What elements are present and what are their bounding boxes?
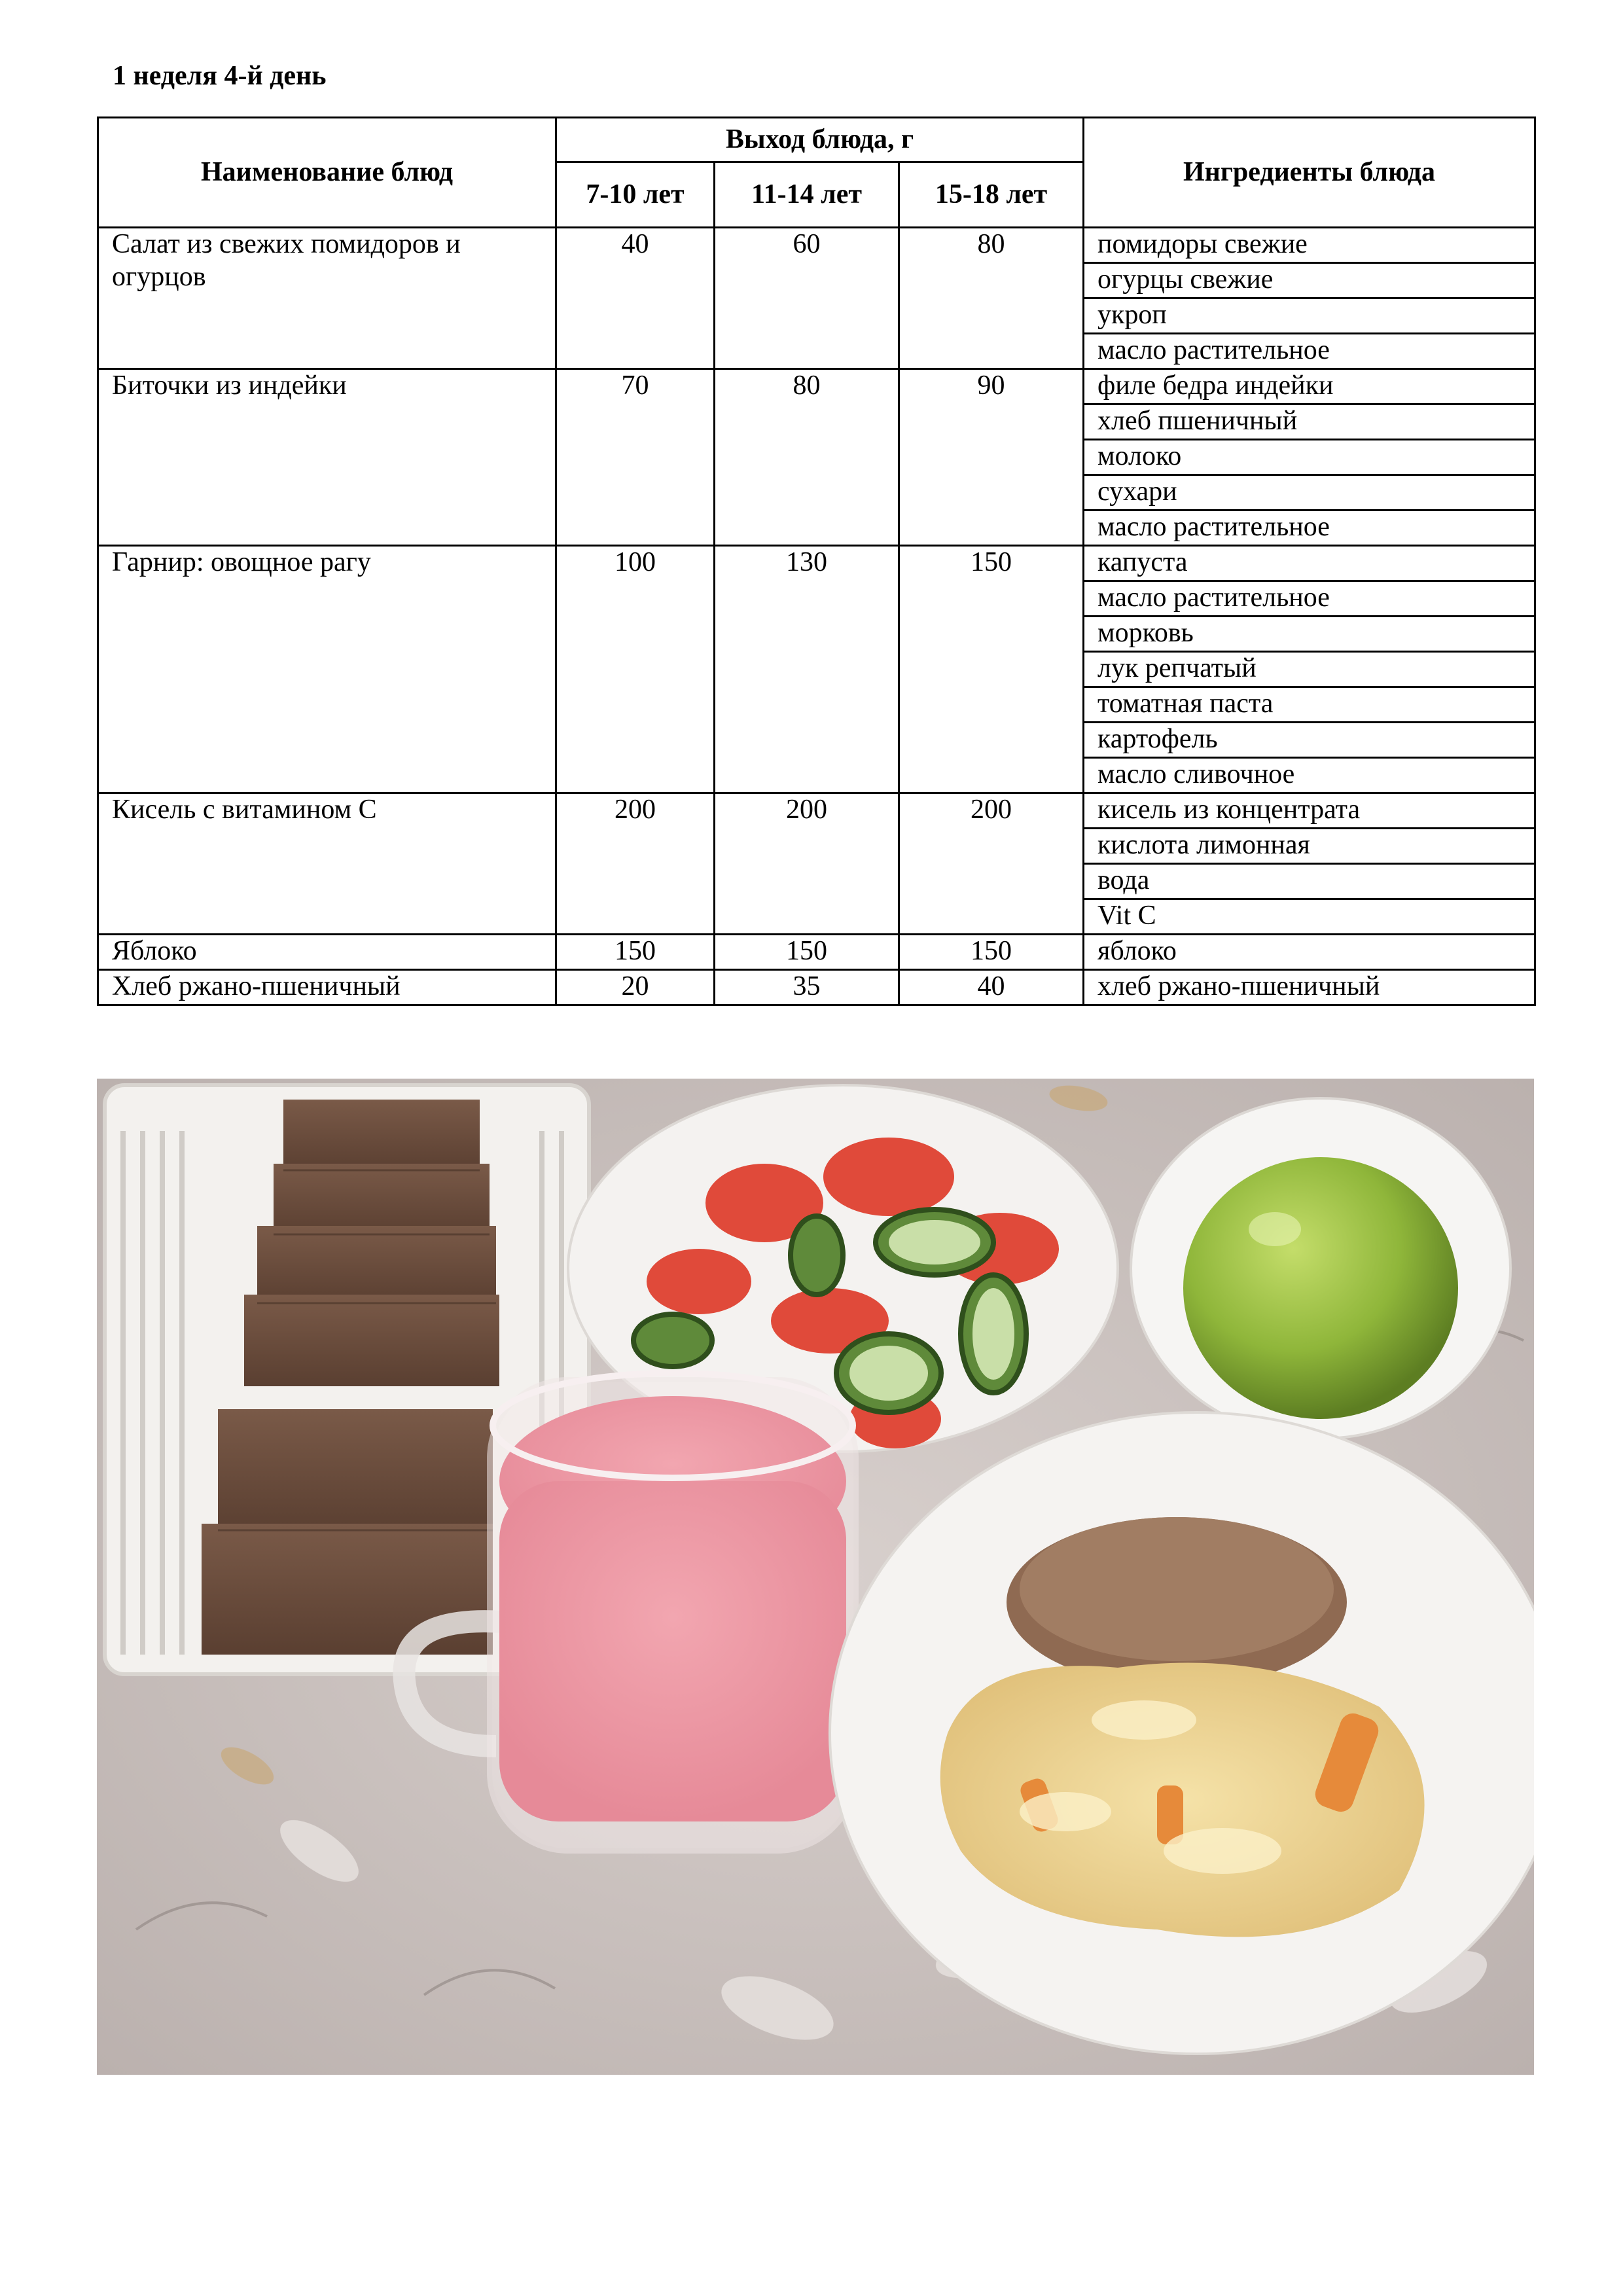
header-age-15-18: 15-18 лет bbox=[899, 162, 1084, 228]
yield-7-10: 150 bbox=[556, 935, 715, 970]
header-ingredients: Ингредиенты блюда bbox=[1084, 118, 1535, 228]
ingredient: кисель из концентрата bbox=[1084, 793, 1535, 829]
yield-15-18: 40 bbox=[899, 970, 1084, 1005]
dish-name: Хлеб ржано-пшеничный bbox=[98, 970, 556, 1005]
ingredient: кислота лимонная bbox=[1084, 829, 1535, 864]
yield-7-10: 70 bbox=[556, 369, 715, 546]
header-age-7-10: 7-10 лет bbox=[556, 162, 715, 228]
ingredient: молоко bbox=[1084, 440, 1535, 475]
yield-11-14: 60 bbox=[715, 228, 899, 369]
ingredient: лук репчатый bbox=[1084, 652, 1535, 687]
ingredient: сухари bbox=[1084, 475, 1535, 511]
ingredient: морковь bbox=[1084, 617, 1535, 652]
yield-15-18: 150 bbox=[899, 935, 1084, 970]
table-row bbox=[98, 369, 1535, 404]
ingredient: филе бедра индейки bbox=[1084, 369, 1535, 404]
yield-11-14: 80 bbox=[715, 369, 899, 546]
ingredient: капуста bbox=[1084, 546, 1535, 581]
menu-table bbox=[97, 117, 1536, 1006]
dish-name: Кисель с витамином С bbox=[98, 793, 556, 935]
dish-name: Гарнир: овощное рагу bbox=[98, 546, 556, 793]
yield-11-14: 150 bbox=[715, 935, 899, 970]
table-row bbox=[98, 228, 1535, 263]
table-row bbox=[98, 546, 1535, 581]
yield-7-10: 20 bbox=[556, 970, 715, 1005]
ingredient: яблоко bbox=[1084, 935, 1535, 970]
dish-name: Биточки из индейки bbox=[98, 369, 556, 546]
ingredient: масло растительное bbox=[1084, 334, 1535, 369]
yield-11-14: 35 bbox=[715, 970, 899, 1005]
dish-name: Салат из свежих помидоров и огурцов bbox=[98, 228, 556, 369]
ingredient: масло растительное bbox=[1084, 581, 1535, 617]
ingredient: масло растительное bbox=[1084, 511, 1535, 546]
header-yield: Выход блюда, г bbox=[556, 118, 1084, 162]
ingredient: помидоры свежие bbox=[1084, 228, 1535, 263]
yield-15-18: 150 bbox=[899, 546, 1084, 793]
ingredient: хлеб ржано-пшеничный bbox=[1084, 970, 1535, 1005]
table-row bbox=[98, 935, 1535, 970]
yield-15-18: 90 bbox=[899, 369, 1084, 546]
yield-7-10: 200 bbox=[556, 793, 715, 935]
yield-11-14: 130 bbox=[715, 546, 899, 793]
page-title: 1 неделя 4-й день bbox=[113, 61, 327, 91]
ingredient: вода bbox=[1084, 864, 1535, 899]
dish-name: Яблоко bbox=[98, 935, 556, 970]
meal-photo bbox=[97, 1079, 1534, 2075]
ingredient: укроп bbox=[1084, 298, 1535, 334]
yield-15-18: 80 bbox=[899, 228, 1084, 369]
table-row bbox=[98, 970, 1535, 1005]
ingredient: масло сливочное bbox=[1084, 758, 1535, 793]
ingredient: огурцы свежие bbox=[1084, 263, 1535, 298]
ingredient: картофель bbox=[1084, 723, 1535, 758]
header-age-11-14: 11-14 лет bbox=[715, 162, 899, 228]
ingredient: томатная паста bbox=[1084, 687, 1535, 723]
yield-7-10: 40 bbox=[556, 228, 715, 369]
header-dish-name: Наименование блюд bbox=[98, 118, 556, 228]
yield-15-18: 200 bbox=[899, 793, 1084, 935]
yield-7-10: 100 bbox=[556, 546, 715, 793]
ingredient: Vit C bbox=[1084, 899, 1535, 935]
ingredient: хлеб пшеничный bbox=[1084, 404, 1535, 440]
table-row bbox=[98, 793, 1535, 829]
yield-11-14: 200 bbox=[715, 793, 899, 935]
